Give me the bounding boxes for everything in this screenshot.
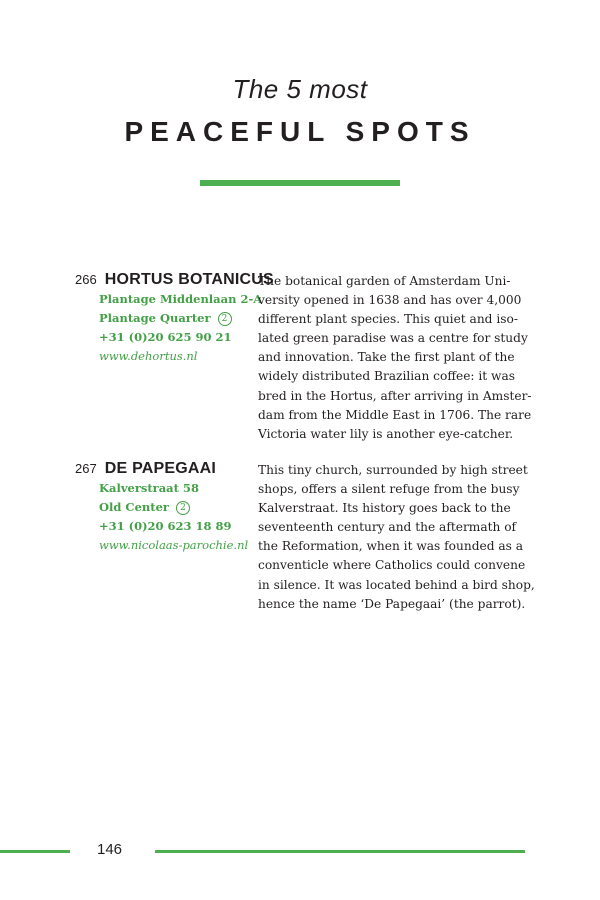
entry-website[interactable]: www.nicolaas-parochie.nl <box>99 538 249 552</box>
description-line: versity opened in 1638 and has over 4,000 <box>258 293 522 308</box>
description-line: dam from the Middle East in 1706. The rare <box>258 407 532 422</box>
description-line: seventeenth century and the aftermath of <box>258 520 517 535</box>
description-line: The botanical garden of Amsterdam Uni- <box>258 274 511 288</box>
entry-area-name: Old Center <box>99 500 169 514</box>
footer-divider-right <box>155 850 525 853</box>
map-number-icon: 2 <box>218 312 232 326</box>
description-line: the Reformation, when it was founded as a <box>258 539 524 554</box>
description-line: hence the name ‘De Papegaai’ (the parrot). <box>258 596 526 611</box>
entry-info <box>75 457 255 555</box>
entry-phone: +31 (0)20 625 90 21 <box>99 330 232 344</box>
description-line: widely distributed Brazilian coffee: it was <box>258 369 516 384</box>
footer-divider-left <box>0 850 70 853</box>
page-subtitle: The 5 most <box>232 74 368 104</box>
entry-area-name: Plantage Quarter <box>99 311 211 325</box>
description-line: shops, offers a silent refuge from the busy <box>258 482 520 497</box>
entry-number: 266 <box>75 272 97 287</box>
entry-heading <box>75 268 274 290</box>
entry-info <box>75 268 274 366</box>
entry-name: HORTUS BOTANICUS <box>104 271 274 288</box>
entry-number: 267 <box>75 461 97 476</box>
entry-address: Plantage Middenlaan 2-A <box>99 292 263 306</box>
description-line: and innovation. Take the first plant of the <box>258 350 515 365</box>
entry-area <box>75 498 255 517</box>
title-divider <box>200 180 400 186</box>
entry-description <box>258 272 533 444</box>
entry-website[interactable]: www.dehortus.nl <box>99 349 198 363</box>
entry-heading <box>75 457 255 479</box>
entry-name: DE PAPEGAAI <box>104 460 217 477</box>
description-line: lated green paradise was a centre for study <box>258 331 528 346</box>
page-number: 146 <box>97 841 123 858</box>
description-line: bred in the Hortus, after arriving in Amster- <box>258 388 532 403</box>
entry-address: Kalverstraat 58 <box>99 481 199 495</box>
description-line: in silence. It was located behind a bird shop, <box>258 577 535 592</box>
entry-phone: +31 (0)20 623 18 89 <box>99 519 232 533</box>
entry-area <box>75 309 255 328</box>
map-number-icon: 2 <box>176 501 190 515</box>
description-line: This tiny church, surrounded by high street <box>258 463 528 477</box>
description-line: different plant species. This quiet and iso- <box>258 312 518 327</box>
description-line: Victoria water lily is another eye-catcher. <box>258 426 514 441</box>
entry-description <box>258 461 533 614</box>
page-title: PEACEFUL SPOTS <box>124 116 476 147</box>
description-line: conventicle where Catholics could convene <box>258 558 526 573</box>
description-line: Kalverstraat. Its history goes back to the <box>258 501 511 516</box>
